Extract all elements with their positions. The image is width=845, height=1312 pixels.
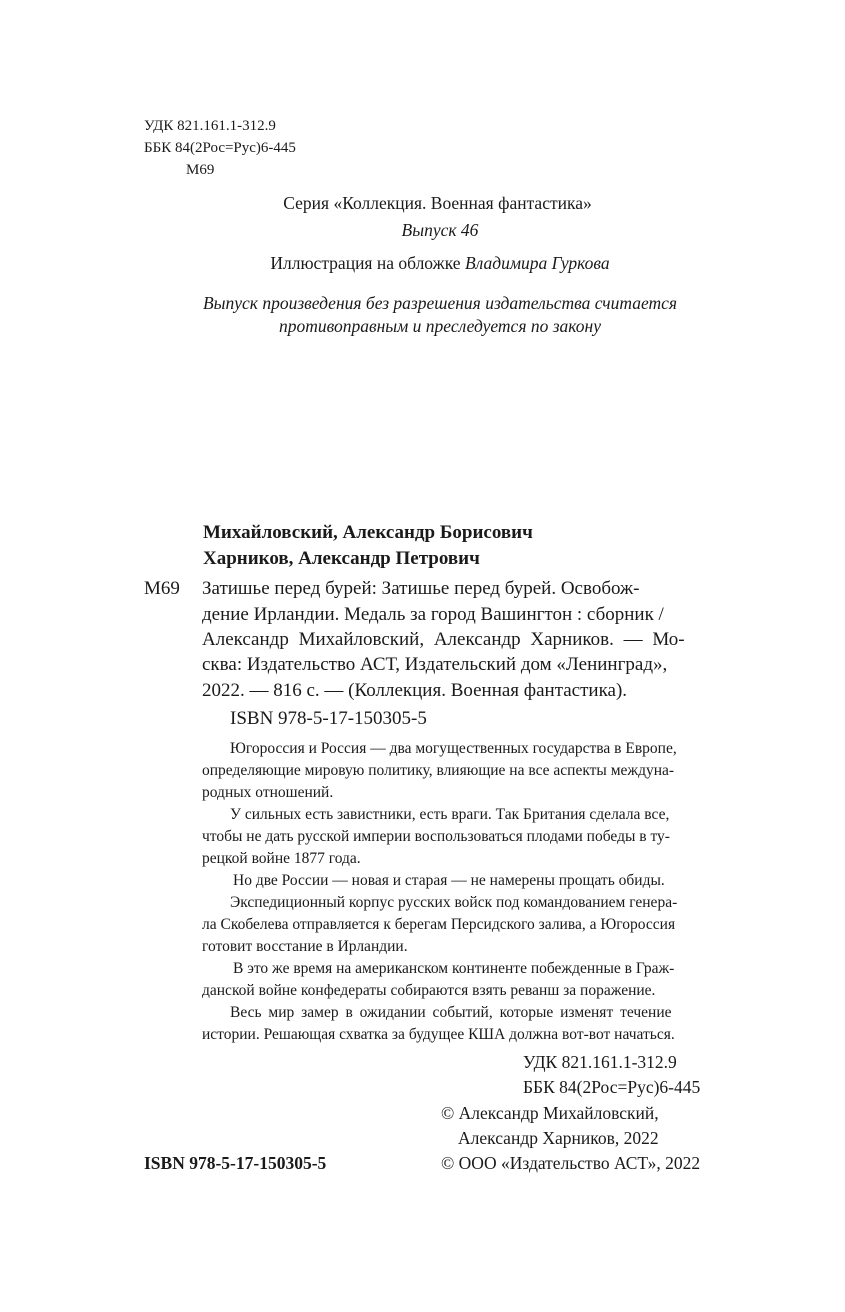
annotation-line-10: готовит восстание в Ирландии.: [202, 938, 408, 955]
bibliographic-line-4: сква: Издательство АСТ, Издательский дом «Ленинград»,: [202, 654, 668, 675]
udk-code-top: УДК 821.161.1-312.9: [144, 118, 276, 134]
author-1: Михайловский, Александр Борисович: [203, 522, 533, 543]
annotation-line-6: рецкой войне 1877 года.: [202, 850, 361, 867]
author-2: Харников, Александр Петрович: [203, 548, 480, 569]
legal-notice-line-2: противоправным и преследуется по закону: [278, 316, 601, 336]
bibliographic-line-2: дение Ирландии. Медаль за город Вашингтон : сборник /: [202, 604, 664, 625]
isbn-bottom: ISBN 978-5-17-150305-5: [144, 1153, 327, 1173]
bibliographic-isbn: ISBN 978-5-17-150305-5: [230, 708, 427, 729]
bibliographic-line-3: Александр Михайловский, Александр Харников. — Мо-: [202, 629, 685, 650]
udk-code-bottom: УДК 821.161.1-312.9: [523, 1052, 677, 1072]
series-line: Серия «Коллекция. Военная фантастика»: [283, 193, 592, 213]
illustration-credit: [0, 253, 845, 274]
bibliographic-line-5: 2022. — 816 с. — (Коллекция. Военная фантастика).: [202, 680, 628, 701]
bbk-code-top: ББК 84(2Рос=Рус)6-445: [144, 140, 296, 156]
annotation-line-2: определяющие мировую политику, влияющие на все аспекты междуна-: [202, 762, 675, 779]
illustration-prefix: Иллюстрация на обложке: [270, 253, 465, 273]
annotation-line-1: Югороссия и Россия — два могущественных государства в Европе,: [230, 740, 677, 757]
annotation-line-11: В это же время на американском континенте побежденные в Граж-: [233, 960, 675, 977]
bibliographic-line-1: Затишье перед бурей: Затишье перед бурей. Освобож-: [202, 578, 640, 599]
copyright-line-3: © ООО «Издательство АСТ», 2022: [441, 1153, 701, 1173]
annotation-line-14: истории. Решающая схватка за будущее КША должна вот-вот начаться.: [202, 1026, 675, 1043]
author-mark-top: М69: [186, 162, 215, 178]
copyright-line-1: © Александр Михайловский,: [441, 1103, 659, 1123]
annotation-line-8: Экспедиционный корпус русских войск под командованием генера-: [230, 894, 678, 911]
annotation-line-7: Но две России — новая и старая — не намерены прощать обиды.: [233, 872, 665, 889]
annotation-line-4: У сильных есть завистники, есть враги. Так Британия сделала все,: [230, 806, 670, 823]
annotation-line-9: ла Скобелева отправляется к берегам Персидского залива, а Югороссия: [202, 916, 676, 933]
illustration-artist: Владимира Гуркова: [464, 253, 610, 273]
bbk-code-bottom: ББК 84(2Рос=Рус)6-445: [523, 1077, 701, 1097]
annotation-line-12: данской войне конфедераты собираются взять реванш за поражение.: [202, 982, 656, 999]
bibliographic-mark: М69: [144, 578, 180, 599]
legal-notice-line-1: Выпуск произведения без разрешения издательства считается: [202, 293, 678, 313]
annotation-line-13: Весь мир замер в ожидании событий, которые изменят течение: [230, 1004, 672, 1021]
annotation-line-5: чтобы не дать русской империи воспользоваться плодами победы в ту-: [202, 828, 670, 845]
annotation-line-3: родных отношений.: [202, 784, 334, 801]
copyright-line-2: Александр Харников, 2022: [458, 1128, 659, 1148]
series-issue: Выпуск 46: [401, 220, 479, 240]
